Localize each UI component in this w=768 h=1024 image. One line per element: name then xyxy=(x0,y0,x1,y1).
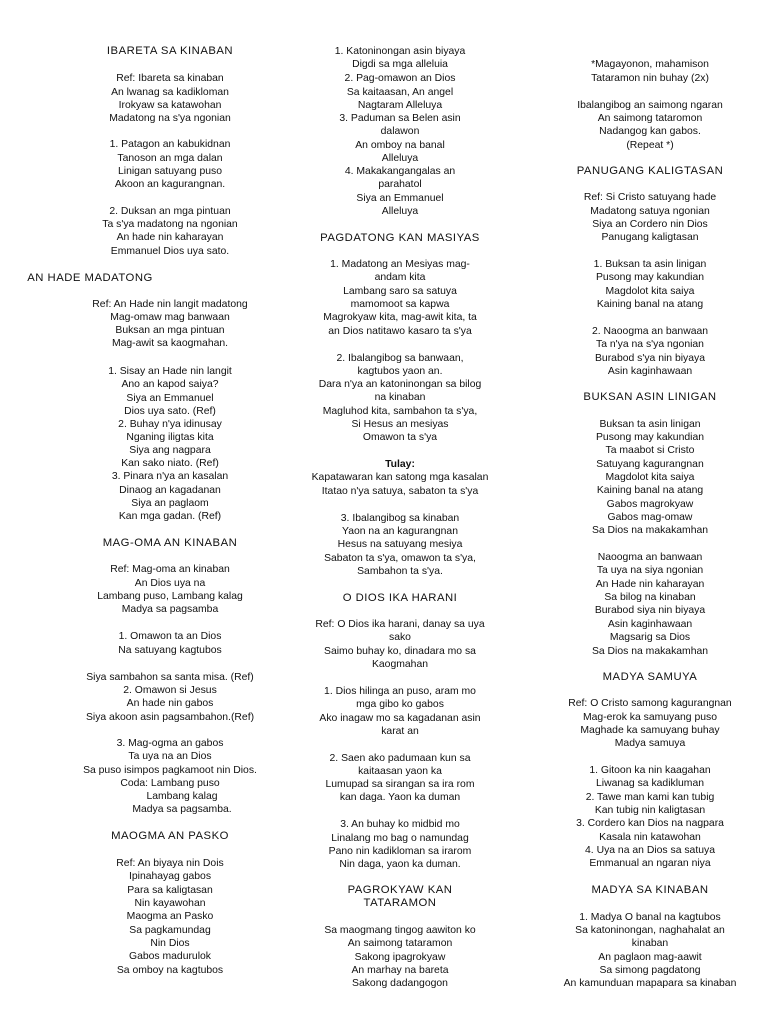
lyric-line: 1. Sisay an Hade nin langit xyxy=(108,366,232,377)
lyric-line: Tataramon nin buhay (2x) xyxy=(591,73,709,84)
song-title: IBARETA SA KINABAN xyxy=(106,45,234,57)
lyric-line: dalawon xyxy=(380,126,420,137)
lyric-line: Kaining banal na atang xyxy=(596,299,704,310)
lyric-line: Sa Dios na makakamhan xyxy=(591,646,709,657)
lyric-line: 3. Mag-ogma an gabos xyxy=(116,738,224,749)
lyric-line: Ref: O Cristo samong kagurangnan xyxy=(568,698,732,709)
lyric-line: Naoogma an banwaan xyxy=(597,552,703,563)
lyric-line: Ta n'ya na s'ya ngonian xyxy=(596,339,704,350)
lyric-line: Na satuyang kagtubos xyxy=(118,645,222,656)
lyric-line: Sakong dadangogon xyxy=(352,978,448,989)
lyric-line: Yaon na an kagurangnan xyxy=(342,526,458,537)
lyric-line: Buksan an mga pintuan xyxy=(115,325,225,336)
lyric-line: Coda: Lambang puso xyxy=(120,778,220,789)
lyric-line: Tulay: xyxy=(385,459,415,470)
lyric-line: Ref: O Dios ika harani, danay sa uya xyxy=(315,619,485,630)
lyric-line: An Dios uya na xyxy=(134,578,206,589)
lyric-line: na kinaban xyxy=(374,392,426,403)
lyric-line: An paglaon mag-aawit xyxy=(598,952,702,963)
lyric-line: Mag-awit sa kaogmahan. xyxy=(111,338,229,349)
song-title: PAGDATONG KAN MASIYAS xyxy=(320,232,480,244)
lyric-line: Ipinahayag gabos xyxy=(128,871,212,882)
song-title: BUKSAN ASIN LINIGAN xyxy=(583,391,717,403)
lyric-line: Ref: An Hade nin langit madatong xyxy=(92,299,248,310)
lyric-line: An marhay na bareta xyxy=(351,965,449,976)
lyric-line: Nin Dios xyxy=(150,938,190,949)
song-title: MAG-OMA AN KINABAN xyxy=(102,537,238,549)
lyric-line: An kamunduan mapapara sa kinaban xyxy=(563,978,737,989)
lyric-line: sako xyxy=(389,632,411,643)
lyric-line: kan daga. Yaon ka duman xyxy=(339,792,461,803)
song-title: PAGROKYAW KAN xyxy=(347,884,453,896)
lyric-line: Ref: Ibareta sa kinaban xyxy=(116,73,224,84)
song-title: MAOGMA AN PASKO xyxy=(111,830,229,842)
lyric-line: Maghade ka samuyang buhay xyxy=(580,725,720,736)
lyric-line: Tanoson an mga dalan xyxy=(117,153,223,164)
lyric-line: karat an xyxy=(381,726,419,737)
lyric-line: mga gibo ko gabos xyxy=(356,699,444,710)
lyric-line: Sa maogmang tingog aawiton ko xyxy=(324,925,476,936)
lyric-line: Ref: An biyaya nin Dois xyxy=(116,858,224,869)
lyric-line: Liwanag sa kadikluman xyxy=(595,778,704,789)
song-title: MADYA SA KINABAN xyxy=(591,884,709,896)
lyric-line: Omawon ta s'ya xyxy=(362,432,438,443)
lyric-line: Magdolot kita saiya xyxy=(605,472,695,483)
lyric-line: Para sa kaligtasan xyxy=(127,885,213,896)
lyric-line: Lambang saro sa satuya xyxy=(343,286,457,297)
lyric-line: Linalang mo bag o namundag xyxy=(331,833,469,844)
lyric-line: Pusong may kakundian xyxy=(595,272,705,283)
lyric-line: 3. An buhay ko midbid mo xyxy=(340,819,460,830)
lyric-line: 3. Paduman sa Belen asin xyxy=(339,113,461,124)
lyric-line: Nadangog kan gabos. xyxy=(599,126,701,137)
lyric-line: 4. Uya na an Dios sa satuya xyxy=(585,845,715,856)
lyric-line: Sa simong pagdatong xyxy=(599,965,701,976)
lyric-line: An omboy na banal xyxy=(355,140,445,151)
lyric-line: Hesus na satuyang mesiya xyxy=(337,539,463,550)
lyric-line: Dinaog an kagadanan xyxy=(119,485,221,496)
lyric-line: Nin daga, yaon ka duman. xyxy=(339,859,461,870)
song-title: MADYA SAMUYA xyxy=(602,671,698,683)
lyric-line: Ta s'ya madatong na ngonian xyxy=(102,219,238,230)
lyric-line: Nganing iligtas kita xyxy=(126,432,214,443)
song-title: O DIOS IKA HARANI xyxy=(342,592,458,604)
lyric-line: Lambang puso, Lambang kalag xyxy=(97,591,243,602)
lyric-line: 3. Ibalangibog sa kinaban xyxy=(340,513,460,524)
lyric-line: Kasala nin katawohan xyxy=(599,832,701,843)
lyric-line: Lumupad sa sirangan sa ira rom xyxy=(325,779,475,790)
lyric-line: 1. Katoninongan asin biyaya xyxy=(334,46,466,57)
lyric-line: Maogma an Pasko xyxy=(126,911,214,922)
lyric-line: Magsarig sa Dios xyxy=(609,632,691,643)
lyric-line: 2. Pag-omawon an Dios xyxy=(344,73,456,84)
lyric-line: Ako inagaw mo sa kagadanan asin xyxy=(319,713,481,724)
lyric-line: Lambang kalag xyxy=(146,791,218,802)
lyric-line: Burabod s'ya nin biyaya xyxy=(595,353,705,364)
lyric-line: andam kita xyxy=(374,272,426,283)
lyric-line: 1. Patagon an kabukidnan xyxy=(109,139,231,150)
lyric-line: Mag-omaw mag banwaan xyxy=(110,312,230,323)
lyric-line: Magrokyaw kita, mag-awit kita, ta xyxy=(323,312,477,323)
lyric-line: Dara n'ya an katoninongan sa bilog xyxy=(318,379,482,390)
lyric-line: Sa Dios na makakamhan xyxy=(591,525,709,536)
lyric-line: Madya samuya xyxy=(614,738,686,749)
lyric-line: Pusong may kakundian xyxy=(595,432,705,443)
lyric-line: 1. Dios hilinga an puso, aram mo xyxy=(324,686,476,697)
lyric-line: Mag-erok ka samuyang puso xyxy=(583,712,717,723)
lyric-line: Pano nin kadikloman sa irarom xyxy=(328,846,472,857)
lyric-line: Sakong ipagrokyaw xyxy=(354,952,446,963)
lyric-line: Siya akoon asin pagsambahon.(Ref) xyxy=(85,712,255,723)
lyric-line: Siya an Emmanuel xyxy=(126,393,214,404)
lyric-line: Gabos mag-omaw xyxy=(607,512,693,523)
lyric-line: Digdi sa mga alleluia xyxy=(352,59,448,70)
lyric-line: Saimo buhay ko, dinadara mo sa xyxy=(324,646,476,657)
lyric-line: Kan sako niato. (Ref) xyxy=(121,458,219,469)
lyric-line: Nin kayawohan xyxy=(134,898,206,909)
lyric-line: Gabos magrokyaw xyxy=(606,499,694,510)
lyric-line: Sa puso isimpos pagkamoot nin Dios. xyxy=(83,765,257,776)
lyric-line: Nagtaram Alleluya xyxy=(357,100,443,111)
lyric-line: mamomoot sa kapwa xyxy=(350,299,450,310)
lyric-line: Magluhod kita, sambahon ta s'ya, xyxy=(322,406,478,417)
lyric-line: Buksan ta asin linigan xyxy=(599,419,701,430)
lyric-line: Akoon an kagurangnan. xyxy=(114,179,226,190)
lyric-line: Madatong satuya ngonian xyxy=(590,206,710,217)
lyric-line: Alleluya xyxy=(381,153,419,164)
song-title: AN HADE MADATONG xyxy=(27,272,153,284)
lyric-line: 2. Saen ako padumaan kun sa xyxy=(329,753,471,764)
lyric-line: Kan mga gadan. (Ref) xyxy=(118,511,222,522)
lyric-line: Asin kaginhawaan xyxy=(607,366,693,377)
lyric-line: kaitaasan yaon ka xyxy=(358,766,442,777)
lyric-line: An Hade nin kaharayan xyxy=(595,579,705,590)
lyric-line: Madya sa pagsamba. xyxy=(132,804,232,815)
lyric-line: 3. Cordero kan Dios na nagpara xyxy=(576,818,724,829)
lyric-line: 2. Ibalangibog sa banwaan, xyxy=(336,353,464,364)
lyric-line: Emmanuel Dios uya sato. xyxy=(110,246,230,257)
lyric-line: An saimong tataramon xyxy=(347,938,453,949)
lyric-line: 2. Omawon si Jesus xyxy=(123,685,217,696)
lyric-line: 1. Gitoon ka nin kaagahan xyxy=(589,765,711,776)
lyric-line: 2. Buhay n'ya idinusay xyxy=(118,419,222,430)
lyric-line: Ibalangibog an saimong ngaran xyxy=(577,100,723,111)
lyric-line: 1. Omawon ta an Dios xyxy=(118,631,222,642)
lyric-line: Asin kaginhawaan xyxy=(607,619,693,630)
lyric-line: Madya sa pagsamba xyxy=(121,604,219,615)
lyric-line: Sa kaitaasan, An angel xyxy=(346,87,454,98)
song-title: TATARAMON xyxy=(363,897,437,909)
lyric-line: Dios uya sato. (Ref) xyxy=(124,406,216,417)
song-title: PANUGANG KALIGTASAN xyxy=(576,165,724,177)
lyric-line: Irokyaw sa katawohan xyxy=(118,100,222,111)
lyric-line: Itatao n'ya satuya, sabaton ta s'ya xyxy=(321,486,479,497)
lyric-line: Sa katoninongan, naghahalat an xyxy=(575,925,725,936)
lyric-line: kagtubos yaon an. xyxy=(357,366,443,377)
lyric-line: 4. Makakangangalas an xyxy=(344,166,456,177)
lyric-line: 2. Duksan an mga pintuan xyxy=(109,206,231,217)
lyric-line: Ta uya na an Dios xyxy=(128,751,212,762)
lyric-line: 2. Naoogma an banwaan xyxy=(591,326,709,337)
lyric-line: Ref: Si Cristo satuyang hade xyxy=(583,192,717,203)
lyric-line: Satuyang kagurangnan xyxy=(596,459,704,470)
lyric-line: An hade nin kaharayan xyxy=(116,232,224,243)
lyric-line: parahatol xyxy=(378,179,422,190)
lyric-line: Kaogmahan xyxy=(371,659,429,670)
lyric-line: Siya an Cordero nin Dios xyxy=(592,219,708,230)
lyric-line: Si Hesus an mesiyas xyxy=(351,419,449,430)
lyric-line: Magdolot kita saiya xyxy=(605,286,695,297)
lyric-line: Alleluya xyxy=(381,206,419,217)
lyric-line: an Dios natitawo kasaro ta s'ya xyxy=(328,326,472,337)
lyric-line: Kaining banal na atang xyxy=(596,485,704,496)
lyric-line: An hade nin gabos xyxy=(126,698,214,709)
lyric-line: Siya ang nagpara xyxy=(129,445,211,456)
lyric-line: kinaban xyxy=(631,938,669,949)
lyric-line: *Magayonon, mahamison xyxy=(591,59,709,70)
lyric-line: Kapatawaran kan satong mga kasalan xyxy=(311,472,489,483)
lyric-line: 1. Madatong an Mesiyas mag- xyxy=(330,259,470,270)
lyric-line: Sa pagkamundag xyxy=(129,925,211,936)
lyric-line: Siya an paglaom xyxy=(131,498,209,509)
lyric-line: Ref: Mag-oma an kinaban xyxy=(110,564,230,575)
lyric-line: An saimong tataromon xyxy=(597,113,703,124)
lyric-line: Siya an Emmanuel xyxy=(356,193,444,204)
lyric-line: Sa omboy na kagtubos xyxy=(116,965,224,976)
lyric-line: 1. Buksan ta asin linigan xyxy=(593,259,707,270)
lyric-line: Sa bilog na kinaban xyxy=(604,592,696,603)
lyric-line: Ta uya na siya ngonian xyxy=(596,565,704,576)
lyric-line: Linigan satuyang puso xyxy=(118,166,222,177)
lyric-line: Ano an kapod saiya? xyxy=(121,379,219,390)
lyric-line: Sabaton ta s'ya, omawon ta s'ya, xyxy=(324,553,476,564)
lyric-line: 1. Madya O banal na kagtubos xyxy=(579,912,721,923)
lyric-line: (Repeat *) xyxy=(626,140,674,151)
lyric-line: Siya sambahon sa santa misa. (Ref) xyxy=(86,672,254,683)
lyric-line: Sambahon ta s'ya. xyxy=(357,566,443,577)
lyric-line: Ta maabot si Cristo xyxy=(605,445,695,456)
lyric-line: Gabos madurulok xyxy=(128,951,211,962)
lyric-line: Emmanual an ngaran niya xyxy=(589,858,711,869)
lyric-line: Kan tubig nin kaligtasan xyxy=(594,805,706,816)
lyric-line: 3. Pinara n'ya an kasalan xyxy=(111,471,229,482)
lyric-line: Burabod siya nin biyaya xyxy=(594,605,706,616)
lyric-line: 2. Tawe man kami kan tubig xyxy=(585,792,715,803)
lyric-line: An lwanag sa kadikloman xyxy=(111,87,229,98)
lyric-line: Panugang kaligtasan xyxy=(601,232,699,243)
lyric-line: Madatong na s'ya ngonian xyxy=(109,113,231,124)
